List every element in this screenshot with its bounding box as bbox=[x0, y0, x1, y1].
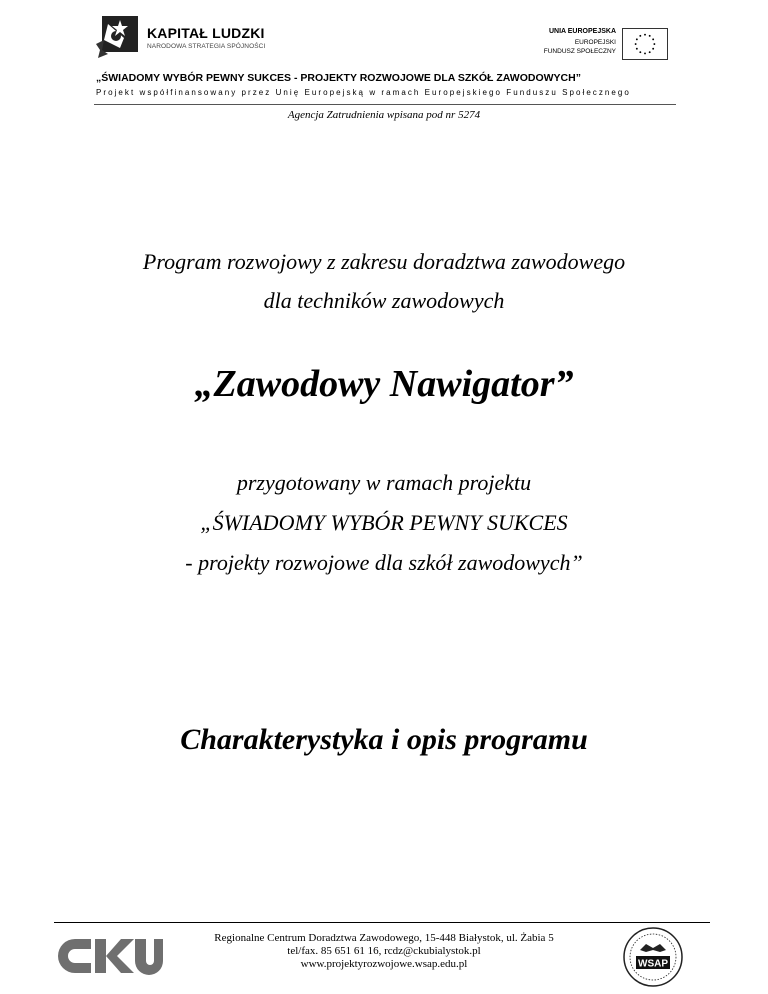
footer-website: www.projektyrozwojowe.wsap.edu.pl bbox=[300, 958, 468, 970]
document-subtitle: Charakterystyka i opis programu bbox=[180, 723, 588, 756]
prepared-line: przygotowany w ramach projektu bbox=[236, 470, 532, 495]
footer-address: Regionalne Centrum Doradztwa Zawodowego, 15-448 Białystok, ul. Żabia 5 bbox=[214, 932, 554, 944]
cku-logo-icon bbox=[55, 935, 163, 977]
eu-label-european: EUROPEJSKI bbox=[574, 39, 616, 46]
wsap-logo-icon bbox=[622, 926, 684, 988]
footer-phone-email: tel/fax. 85 651 61 16, rcdz@ckubialystok.pl bbox=[287, 945, 481, 957]
cofinancing-note: Projekt współfinansowany przez Unię Europejską w ramach Europejskiego Funduszu Społecznego bbox=[96, 88, 631, 97]
kapital-ludzki-logo-icon bbox=[94, 14, 144, 62]
project-line-1: „ŚWIADOMY WYBÓR PEWNY SUKCES bbox=[200, 510, 568, 535]
footer-contact bbox=[170, 932, 598, 971]
eu-label-fund: FUNDUSZ SPOŁECZNY bbox=[543, 48, 616, 55]
eu-flag-icon bbox=[622, 28, 668, 60]
header-divider bbox=[94, 104, 676, 105]
program-line-1: Program rozwojowy z zakresu doradztwa zawodowego bbox=[142, 249, 626, 274]
program-line-2: dla techników zawodowych bbox=[263, 288, 505, 313]
document-title: „Zawodowy Nawigator” bbox=[194, 363, 574, 405]
eu-label-union: UNIA EUROPEJSKA bbox=[548, 28, 616, 35]
kapital-ludzki-title: KAPITAŁ LUDZKI bbox=[147, 25, 265, 41]
project-line-2: - projekty rozwojowe dla szkół zawodowych” bbox=[185, 550, 583, 575]
wsap-logo-text: WSAP bbox=[638, 958, 668, 970]
project-name: „ŚWIADOMY WYBÓR PEWNY SUKCES - PROJEKTY ROZWOJOWE DLA SZKÓŁ ZAWODOWYCH” bbox=[96, 72, 581, 84]
kapital-ludzki-subtitle: NARODOWA STRATEGIA SPÓJNOŚCI bbox=[147, 43, 266, 50]
footer-divider bbox=[54, 922, 710, 923]
agency-note: Agencja Zatrudnienia wpisana pod nr 5274 bbox=[287, 109, 481, 121]
